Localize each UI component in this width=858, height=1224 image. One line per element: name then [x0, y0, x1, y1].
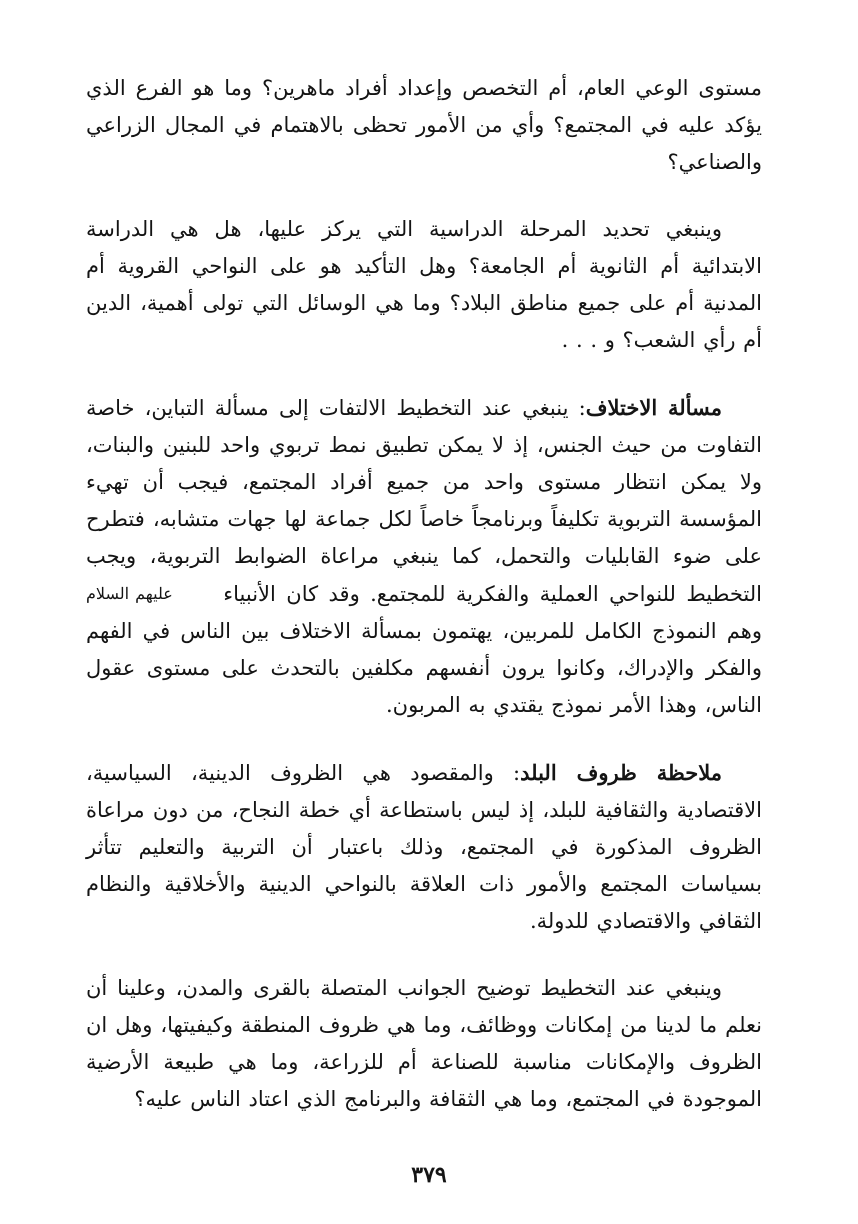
paragraph-3-text-after: وهم النموذج الكامل للمربين، يهتمون بمسألة الاختلاف بين الناس في الفهم والفكر والإدراك، وكانوا يرون أنفسهم مكلفين بالتحدث على مستوى عقول الناس، وهذا الأمر نموذج يقتدي به المربون.: [86, 619, 762, 717]
paragraph-5: [86, 970, 762, 1118]
paragraph-2-text: وينبغي تحديد المرحلة الدراسية التي يركز عليها، هل هي الدراسة الابتدائية أم الثانوية أم الجامعة؟ وهل التأكيد هو على النواحي القروية أم المدنية أم على جميع مناطق البلاد؟ وما هي الوسائل التي تولى أهمية، الدين أم رأي الشعب؟ و . . .: [86, 217, 762, 352]
paragraph-5-text: وينبغي عند التخطيط توضيح الجوانب المتصلة بالقرى والمدن، وعلينا أن نعلم ما لدينا من إمكانات ووظائف، وما هي ظروف المنطقة وكيفيتها، وهل ان الظروف والإمكانات مناسبة للصناعة أم للزراعة، وما هي طبيعة الأرضية الموجودة في المجتمع، وما هي الثقافة والبرنامج الذي اعتاد الناس عليه؟: [86, 976, 762, 1111]
paragraph-1-text: مستوى الوعي العام، أم التخصص وإعداد أفراد ماهرين؟ وما هو الفرع الذي يؤكد عليه في المجتمع؟ وأي من الأمور تحظى بالاهتمام في المجال الزراعي والصناعي؟: [86, 76, 762, 174]
paragraph-1: [86, 70, 762, 181]
paragraph-4-heading: ملاحظة ظروف البلد: [520, 760, 722, 785]
page-body: [86, 70, 762, 1148]
paragraph-3-heading: مسألة الاختلاف: [585, 395, 723, 420]
paragraph-4-text: : والمقصود هي الظروف الدينية، السياسية، الاقتصادية والثقافية للبلد، إذ ليس باستطاعة أي خطة النجاح، من دون مراعاة الظروف المذكورة في المجتمع، وذلك باعتبار أن التربية والتعليم تتأثر بسياسات المجتمع والأمور ذات العلاقة بالنواحي الدينية والأخلاقية والنظام الثقافي والاقتصادي للدولة.: [86, 761, 762, 933]
page-number: ٣٧٩: [411, 1162, 447, 1188]
paragraph-4: [86, 754, 762, 940]
honorific-symbol: عليهم السلام: [86, 584, 173, 603]
paragraph-3: [86, 389, 762, 724]
paragraph-3-text-before: : ينبغي عند التخطيط الالتفات إلى مسألة التباين، خاصة التفاوت من حيث الجنس، إذ لا يمكن تطبيق نمط تربوي واحد للبنين والبنات، ولا يمكن انتظار مستوى واحد من جميع أفراد المجتمع، فيجب أن تهيء المؤسسة التربوية تكليفاً وبرنامجاً خاصاً لكل جماعة لها جهات متشابه، فتطرح على ضوء القابليات والتحمل، كما ينبغي مراعاة الضوابط التربوية، ويجب التخطيط للنواحي العملية والفكرية للمجتمع. وقد كان الأنبياء: [86, 396, 762, 606]
paragraph-2: [86, 211, 762, 359]
